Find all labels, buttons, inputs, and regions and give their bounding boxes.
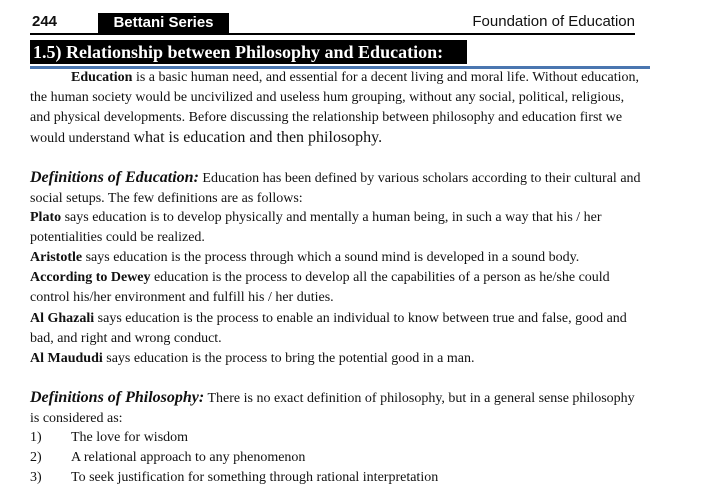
philosophy-definitions-intro-text: There is no exact definition of philosophy, but in a general sense philosophy is considered as: xyxy=(30,391,635,426)
definition-text: education is the process to develop all the capabilities of a person as he/she could control his/her environment and fulfill his / her duties. xyxy=(30,270,610,305)
philosophy-definitions-heading: Definitions of Philosophy: xyxy=(30,389,205,406)
definition-dewey xyxy=(30,268,642,308)
intro-paragraph xyxy=(30,68,642,149)
list-text: A relational approach to any phenomenon xyxy=(71,450,306,465)
section-title: 1.5) Relationship between Philosophy and Education: xyxy=(30,40,467,64)
definition-author: According to Dewey xyxy=(30,270,151,285)
philosophy-definitions-intro xyxy=(30,388,642,429)
definition-text: says education is the process through which a sound mind is developed in a sound body. xyxy=(82,250,580,265)
definition-aristotle xyxy=(30,248,642,268)
definition-author: Plato xyxy=(30,210,62,225)
list-number: 1) xyxy=(30,430,42,445)
definition-text: says education is to develop physically and mentally a human being, in such a way that his / her potentialities could be realized. xyxy=(30,210,602,245)
definition-al-maududi xyxy=(30,349,642,369)
book-title: Foundation of Education xyxy=(472,13,635,30)
list-number: 3) xyxy=(30,470,42,485)
intro-text: is a basic human need, and essential for a decent living and moral life. Without education, the human society would be uncivilized and useless hum grouping, without any social, political, religious, and physical developments. Before discussing the relationship between philosophy and education first we would understand xyxy=(30,70,639,146)
page-header xyxy=(30,13,635,35)
list-text: To seek justification for something through rational interpretation xyxy=(71,470,439,485)
definition-author: Al Ghazali xyxy=(30,311,95,326)
intro-text-end: what is education and then philosophy. xyxy=(133,129,383,146)
definition-author: Al Maududi xyxy=(30,351,103,366)
education-definitions-heading: Definitions of Education: xyxy=(30,169,199,186)
definition-author: Aristotle xyxy=(30,250,83,265)
list-number: 2) xyxy=(30,450,42,465)
definition-text: says education is the process to bring the potential good in a man. xyxy=(102,351,475,366)
definition-al-ghazali xyxy=(30,309,642,349)
list-text: The love for wisdom xyxy=(71,430,189,445)
education-definitions-intro-text: Education has been defined by various scholars according to their cultural and social setups. The few definitions are as follows: xyxy=(30,171,641,206)
definition-plato xyxy=(30,208,642,248)
definition-text: says education is the process to enable an individual to know between true and false, good and bad, and right and wrong conduct. xyxy=(30,311,627,346)
series-label: Bettani Series xyxy=(98,13,229,33)
education-definitions-intro xyxy=(30,168,642,209)
page-number: 244 xyxy=(32,13,58,30)
intro-term: Education xyxy=(71,70,133,85)
